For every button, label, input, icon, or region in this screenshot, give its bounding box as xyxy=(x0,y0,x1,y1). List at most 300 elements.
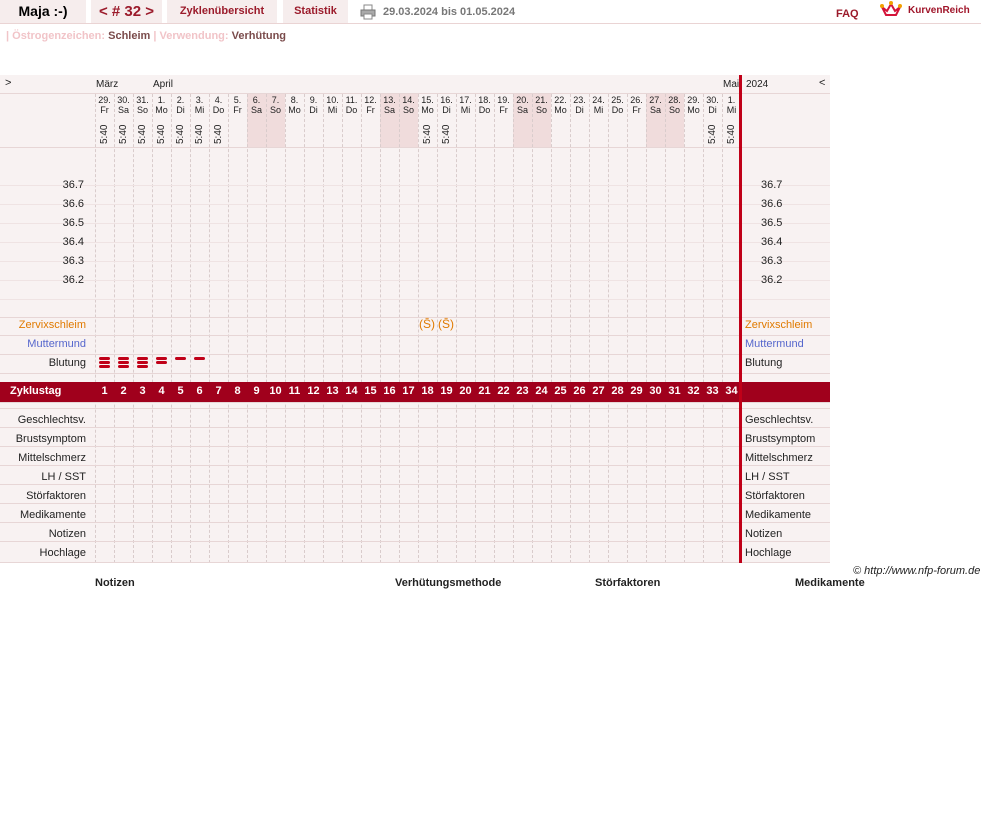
usage-label: Verwendung: xyxy=(159,30,229,42)
cycle-day-number: 2 xyxy=(120,385,127,397)
day-date: 27. xyxy=(649,95,662,105)
lower-row-label: Störfaktoren xyxy=(26,490,86,502)
cycle-day-number: 16 xyxy=(383,385,396,397)
temp-label: 36.6 xyxy=(62,198,84,210)
temp-gridline xyxy=(0,204,830,205)
measure-time-cell xyxy=(323,122,342,148)
cycle-navigator[interactable]: < # 32 > xyxy=(91,0,162,23)
cycle-day-number: 34 xyxy=(725,385,738,397)
day-date: 22. xyxy=(554,95,567,105)
day-header-cell xyxy=(228,95,247,115)
measure-time: 5:40 xyxy=(175,124,186,144)
day-header-cell xyxy=(266,95,285,115)
month-label: März xyxy=(96,79,119,90)
day-weekday: Di xyxy=(309,105,318,115)
row-gridline xyxy=(0,373,830,374)
day-header-cell xyxy=(513,95,532,115)
day-date: 28. xyxy=(668,95,681,105)
day-weekday: Fr xyxy=(499,105,508,115)
day-gridline xyxy=(323,94,324,563)
day-weekday: Mo xyxy=(687,105,700,115)
day-header-cell xyxy=(399,95,418,115)
cycle-day-number: 29 xyxy=(630,385,643,397)
day-date: 20. xyxy=(516,95,529,105)
day-weekday: Mi xyxy=(593,105,604,115)
row-gridline xyxy=(0,562,830,563)
day-weekday: Mi xyxy=(194,105,205,115)
temp-gridline xyxy=(0,242,830,243)
lower-row-label-right: Notizen xyxy=(745,528,783,540)
day-weekday: Sa xyxy=(649,105,661,115)
temp-label-right: 36.7 xyxy=(761,179,783,191)
logo-text: KurvenReich xyxy=(908,5,970,16)
day-date: 12. xyxy=(364,95,377,105)
day-date: 19. xyxy=(497,95,510,105)
row-label-blutung-right: Blutung xyxy=(745,357,783,369)
day-date: 6. xyxy=(252,95,261,105)
bleeding-mark xyxy=(99,361,110,364)
tab-statistics[interactable]: Statistik xyxy=(283,0,348,23)
cycle-day-number: 13 xyxy=(326,385,339,397)
day-weekday: So xyxy=(136,105,148,115)
day-weekday: So xyxy=(269,105,281,115)
day-weekday: Sa xyxy=(250,105,262,115)
settings-line xyxy=(6,30,286,42)
day-gridline xyxy=(190,94,191,563)
row-gridline xyxy=(0,354,830,355)
bleeding-mark xyxy=(99,365,110,368)
cycle-day-number: 5 xyxy=(177,385,184,397)
day-weekday: Do xyxy=(345,105,358,115)
day-weekday: Do xyxy=(212,105,225,115)
row-gridline xyxy=(0,503,830,504)
footer-heading-disruptors: Störfaktoren xyxy=(595,577,661,589)
day-date: 17. xyxy=(459,95,472,105)
day-weekday: So xyxy=(535,105,547,115)
measure-time-cell xyxy=(361,122,380,148)
cycle-day-number: 4 xyxy=(158,385,165,397)
temp-gridline xyxy=(0,280,830,281)
day-gridline xyxy=(570,94,571,563)
day-weekday: Di xyxy=(575,105,584,115)
lower-row-label-right: Mittelschmerz xyxy=(745,452,813,464)
lower-row-label: Brustsymptom xyxy=(15,433,86,445)
day-weekday: Sa xyxy=(383,105,395,115)
row-gridline xyxy=(0,93,830,94)
cycle-day-number: 21 xyxy=(478,385,491,397)
day-gridline xyxy=(171,94,172,563)
cycle-day-number: 9 xyxy=(253,385,260,397)
measure-time-cell xyxy=(133,122,152,148)
cycle-day-number: 32 xyxy=(687,385,700,397)
day-date: 8. xyxy=(290,95,299,105)
measure-time-cell xyxy=(703,122,722,148)
top-divider xyxy=(0,23,981,24)
day-header-cell xyxy=(494,95,513,115)
day-header-cell xyxy=(684,95,703,115)
printer-icon[interactable] xyxy=(360,4,376,20)
measure-time-cell xyxy=(114,122,133,148)
cycle-chart xyxy=(0,75,830,563)
row-label-muttermund-right: Muttermund xyxy=(745,338,804,350)
day-header-cell xyxy=(646,95,665,115)
bleeding-mark xyxy=(194,357,205,360)
day-gridline xyxy=(703,94,704,563)
day-gridline xyxy=(494,94,495,563)
day-header-cell xyxy=(570,95,589,115)
measure-time-cell xyxy=(285,122,304,148)
measure-time: 5:40 xyxy=(213,124,224,144)
day-date: 2. xyxy=(176,95,185,105)
measure-time: 5:40 xyxy=(422,124,433,144)
day-header-cell xyxy=(152,95,171,115)
day-date: 16. xyxy=(440,95,453,105)
day-date: 15. xyxy=(421,95,434,105)
day-weekday: Do xyxy=(478,105,491,115)
top-bar xyxy=(0,0,981,24)
day-date: 14. xyxy=(402,95,415,105)
temp-gridline xyxy=(0,261,830,262)
measure-time-cell xyxy=(380,122,399,148)
day-header-cell xyxy=(247,95,266,115)
day-weekday: Di xyxy=(708,105,717,115)
day-header-cell xyxy=(475,95,494,115)
measure-time-cell xyxy=(532,122,551,148)
day-header-cell xyxy=(95,95,114,115)
day-date: 7. xyxy=(271,95,280,105)
cycle-day-label: Zyklustag xyxy=(10,385,62,397)
measure-time-cell xyxy=(646,122,665,148)
day-header-cell xyxy=(190,95,209,115)
measure-time-cell xyxy=(399,122,418,148)
month-label: Mai xyxy=(723,79,740,90)
lower-row-label: Mittelschmerz xyxy=(18,452,86,464)
day-header-cell xyxy=(323,95,342,115)
temp-label: 36.7 xyxy=(62,179,84,191)
temp-label: 36.3 xyxy=(62,255,84,267)
day-header-cell xyxy=(304,95,323,115)
measure-time: 5:40 xyxy=(441,124,452,144)
cycle-day-number: 27 xyxy=(592,385,605,397)
day-header-cell xyxy=(665,95,684,115)
temp-label-right: 36.6 xyxy=(761,198,783,210)
measure-time-cell xyxy=(513,122,532,148)
row-gridline xyxy=(0,541,830,542)
bleeding-mark xyxy=(118,357,129,360)
bleeding-mark xyxy=(118,361,129,364)
day-gridline xyxy=(589,94,590,563)
day-date: 5. xyxy=(233,95,242,105)
temp-gridline xyxy=(0,299,830,300)
day-gridline xyxy=(475,94,476,563)
day-gridline xyxy=(342,94,343,563)
estrogen-label: Östrogenzeichen: xyxy=(12,30,106,42)
row-gridline xyxy=(0,446,830,447)
day-header-cell xyxy=(342,95,361,115)
day-date: 11. xyxy=(345,95,358,105)
measure-time-cell xyxy=(95,122,114,148)
measure-time-cell xyxy=(627,122,646,148)
measure-time: 5:40 xyxy=(707,124,718,144)
day-gridline xyxy=(646,94,647,563)
measure-time-cell xyxy=(418,122,437,148)
month-label: April xyxy=(153,79,174,90)
cycle-day-number: 30 xyxy=(649,385,662,397)
measure-time-cell xyxy=(228,122,247,148)
temp-gridline xyxy=(0,223,830,224)
day-weekday: Fr xyxy=(100,105,109,115)
day-gridline xyxy=(361,94,362,563)
row-gridline xyxy=(0,427,830,428)
bleeding-mark xyxy=(99,357,110,360)
crown-logo-icon xyxy=(880,1,902,19)
today-marker xyxy=(739,75,742,563)
day-header-cell xyxy=(380,95,399,115)
footer-heading-notes: Notizen xyxy=(95,577,135,589)
scroll-right-button[interactable]: < xyxy=(819,77,826,89)
bleeding-mark xyxy=(137,365,148,368)
day-weekday: So xyxy=(402,105,414,115)
day-header-cell xyxy=(285,95,304,115)
day-date: 1. xyxy=(157,95,166,105)
day-gridline xyxy=(722,94,723,563)
row-gridline xyxy=(0,402,830,403)
measure-time-cell xyxy=(304,122,323,148)
bleeding-mark xyxy=(137,357,148,360)
measure-time-cell xyxy=(608,122,627,148)
cycle-day-number: 31 xyxy=(668,385,681,397)
day-date: 4. xyxy=(214,95,223,105)
copyright[interactable]: © http://www.nfp-forum.de xyxy=(853,565,981,577)
day-date: 29. xyxy=(687,95,700,105)
user-name: Maja :-) xyxy=(0,0,86,23)
day-gridline xyxy=(684,94,685,563)
estrogen-value: Schleim xyxy=(108,30,151,42)
cycle-day-number: 33 xyxy=(706,385,719,397)
measure-time-cell xyxy=(570,122,589,148)
usage-value: Verhütung xyxy=(231,30,287,42)
cycle-day-number: 19 xyxy=(440,385,453,397)
day-header-cell xyxy=(133,95,152,115)
faq-link[interactable]: FAQ xyxy=(836,8,859,20)
day-gridline xyxy=(114,94,115,563)
measure-time: 5:40 xyxy=(137,124,148,144)
bleeding-mark xyxy=(156,361,167,364)
temp-label-right: 36.3 xyxy=(761,255,783,267)
kurvenreich-logo[interactable] xyxy=(880,1,980,21)
cycle-day-number: 23 xyxy=(516,385,529,397)
day-header-cell xyxy=(627,95,646,115)
measure-time-cell xyxy=(684,122,703,148)
row-label-zervix: Zervixschleim xyxy=(18,319,86,331)
day-gridline xyxy=(304,94,305,563)
cycle-day-number: 11 xyxy=(288,385,301,397)
lower-row-label-right: Medikamente xyxy=(745,509,812,521)
row-label-zervix-right: Zervixschleim xyxy=(745,319,813,331)
lower-row-label: Geschlechtsv. xyxy=(17,414,86,426)
measure-time-cell xyxy=(494,122,513,148)
day-date: 10. xyxy=(326,95,339,105)
day-weekday: Mi xyxy=(460,105,471,115)
day-weekday: Do xyxy=(611,105,624,115)
cycle-day-number: 7 xyxy=(215,385,222,397)
day-weekday: Mi xyxy=(726,105,737,115)
day-weekday: Fr xyxy=(233,105,242,115)
measure-time-cell xyxy=(342,122,361,148)
cycle-day-number: 6 xyxy=(196,385,203,397)
day-gridline xyxy=(95,94,96,563)
row-gridline xyxy=(0,408,830,409)
tab-cycle-overview[interactable]: Zyklenübersicht xyxy=(167,0,277,23)
lower-row-label: Notizen xyxy=(48,528,86,540)
cycle-day-number: 24 xyxy=(535,385,548,397)
bleeding-mark xyxy=(137,361,148,364)
row-gridline xyxy=(0,465,830,466)
day-header-cell xyxy=(361,95,380,115)
cycle-day-number: 22 xyxy=(497,385,510,397)
measure-time: 5:40 xyxy=(194,124,205,144)
day-gridline xyxy=(513,94,514,563)
lower-row-label-right: Störfaktoren xyxy=(745,490,805,502)
cycle-day-number: 28 xyxy=(611,385,624,397)
scroll-left-button[interactable]: > xyxy=(5,77,12,89)
measure-time: 5:40 xyxy=(156,124,167,144)
temp-label: 36.4 xyxy=(62,236,84,248)
day-gridline xyxy=(608,94,609,563)
day-date: 25. xyxy=(611,95,624,105)
day-weekday: So xyxy=(668,105,680,115)
cycle-day-number: 25 xyxy=(554,385,567,397)
day-date: 31. xyxy=(136,95,149,105)
measure-time-cell xyxy=(475,122,494,148)
cycle-day-number: 15 xyxy=(364,385,377,397)
day-header-cell xyxy=(608,95,627,115)
date-range: 29.03.2024 bis 01.05.2024 xyxy=(383,6,516,18)
measure-time: 5:40 xyxy=(99,124,110,144)
measure-time-cell xyxy=(437,122,456,148)
day-weekday: Mi xyxy=(327,105,338,115)
cervical-mucus-mark: (S̄) xyxy=(419,317,435,331)
measure-time-cell xyxy=(266,122,285,148)
lower-row-label-right: Brustsymptom xyxy=(745,433,816,445)
day-gridline xyxy=(665,94,666,563)
day-date: 29. xyxy=(98,95,111,105)
separator: | xyxy=(153,30,157,42)
day-header-cell xyxy=(209,95,228,115)
day-date: 26. xyxy=(630,95,643,105)
day-gridline xyxy=(152,94,153,563)
row-gridline xyxy=(0,484,830,485)
bleeding-mark xyxy=(175,357,186,360)
temp-label-right: 36.4 xyxy=(761,236,783,248)
day-gridline xyxy=(380,94,381,563)
separator: | xyxy=(6,30,10,42)
temp-label-right: 36.2 xyxy=(761,274,783,286)
temp-gridline xyxy=(0,185,830,186)
lower-row-label: Medikamente xyxy=(19,509,86,521)
day-weekday: Fr xyxy=(632,105,641,115)
day-header-cell xyxy=(171,95,190,115)
day-gridline xyxy=(266,94,267,563)
day-header-cell xyxy=(456,95,475,115)
cycle-day-number: 26 xyxy=(573,385,586,397)
row-gridline xyxy=(0,335,830,336)
day-header-cell xyxy=(418,95,437,115)
measure-time: 5:40 xyxy=(726,124,737,144)
day-header-cell xyxy=(114,95,133,115)
day-weekday: Fr xyxy=(366,105,375,115)
day-header-cell xyxy=(589,95,608,115)
lower-row-label: Hochlage xyxy=(39,547,86,559)
measure-time-cell xyxy=(171,122,190,148)
temp-label: 36.2 xyxy=(62,274,84,286)
day-gridline xyxy=(209,94,210,563)
cervical-mucus-mark: (S̄) xyxy=(438,317,454,331)
measure-time-cell xyxy=(209,122,228,148)
day-gridline xyxy=(247,94,248,563)
day-weekday: Sa xyxy=(516,105,528,115)
lower-row-label: LH / SST xyxy=(41,471,86,483)
day-gridline xyxy=(627,94,628,563)
row-gridline xyxy=(0,522,830,523)
day-header-cell xyxy=(437,95,456,115)
measure-time-cell xyxy=(456,122,475,148)
measure-time-cell xyxy=(665,122,684,148)
measure-time: 5:40 xyxy=(118,124,129,144)
day-weekday: Mo xyxy=(288,105,301,115)
day-date: 24. xyxy=(592,95,605,105)
temp-label-right: 36.5 xyxy=(761,217,783,229)
day-weekday: Di xyxy=(176,105,185,115)
day-weekday: Sa xyxy=(117,105,129,115)
day-gridline xyxy=(133,94,134,563)
day-date: 13. xyxy=(383,95,396,105)
lower-row-label-right: Hochlage xyxy=(745,547,792,559)
day-weekday: Mo xyxy=(421,105,434,115)
cycle-day-number: 20 xyxy=(459,385,472,397)
day-gridline xyxy=(532,94,533,563)
day-gridline xyxy=(228,94,229,563)
year-label: 2024 xyxy=(746,79,769,90)
row-label-muttermund: Muttermund xyxy=(27,338,86,350)
day-date: 30. xyxy=(117,95,130,105)
day-header-cell xyxy=(703,95,722,115)
footer-heading-contraception: Verhütungsmethode xyxy=(395,577,502,589)
cycle-day-number: 14 xyxy=(345,385,358,397)
measure-time-cell xyxy=(152,122,171,148)
day-date: 30. xyxy=(706,95,719,105)
cycle-day-number: 8 xyxy=(234,385,241,397)
day-weekday: Mo xyxy=(554,105,567,115)
measure-time-cell xyxy=(247,122,266,148)
cycle-day-number: 1 xyxy=(101,385,108,397)
day-date: 9. xyxy=(309,95,318,105)
day-weekday: Di xyxy=(442,105,451,115)
measure-time-cell xyxy=(190,122,209,148)
temp-label: 36.5 xyxy=(62,217,84,229)
day-date: 1. xyxy=(727,95,736,105)
day-gridline xyxy=(551,94,552,563)
day-header-cell xyxy=(532,95,551,115)
day-weekday: Mo xyxy=(155,105,168,115)
cycle-day-number: 18 xyxy=(421,385,434,397)
day-header-cell xyxy=(551,95,570,115)
cycle-day-number: 12 xyxy=(307,385,320,397)
row-label-blutung: Blutung xyxy=(48,357,86,369)
row-gridline xyxy=(0,317,830,318)
day-gridline xyxy=(399,94,400,563)
day-gridline xyxy=(456,94,457,563)
